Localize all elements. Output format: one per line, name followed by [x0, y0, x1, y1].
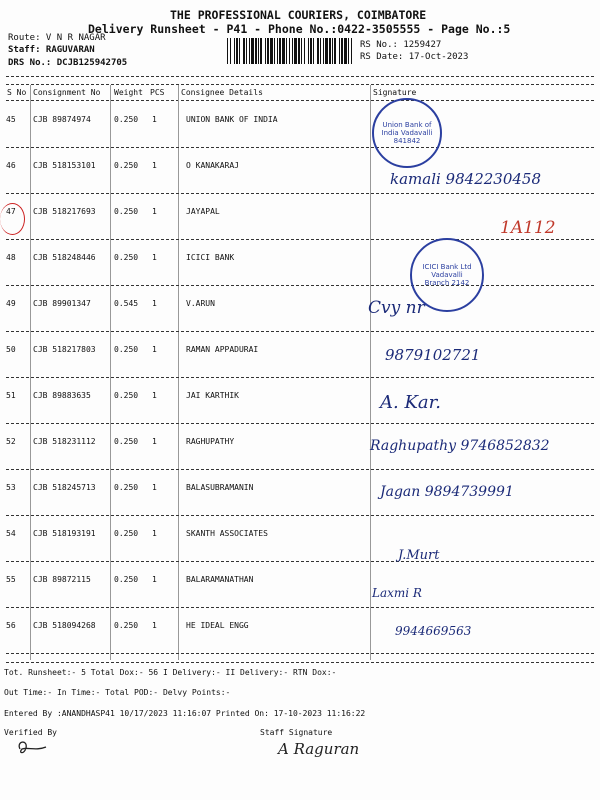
barcode-bar: [344, 38, 347, 64]
barcode-bar: [329, 38, 331, 64]
row-divider: [6, 423, 594, 424]
handwritten-signature: kamali 9842230458: [390, 170, 541, 188]
row-pcs: 1: [152, 253, 157, 262]
divider: [6, 84, 594, 85]
barcode-bar: [267, 38, 269, 64]
handwritten-signature: A. Kar.: [380, 392, 441, 413]
row-consignee: RAMAN APPADURAI: [186, 345, 259, 354]
row-weight: 0.250: [114, 115, 139, 124]
barcode-bar: [239, 38, 240, 64]
barcode-bar: [298, 38, 300, 64]
barcode-bar: [294, 38, 297, 64]
barcode-bar: [304, 38, 305, 64]
row-consignee: V.ARUN: [186, 299, 215, 308]
row-consignee: ICICI BANK: [186, 253, 235, 262]
barcode-bar: [265, 38, 266, 64]
row-weight: 0.250: [114, 161, 139, 170]
table-row: [0, 518, 600, 564]
row-sno: 53: [6, 483, 16, 492]
row-consignment: CJB 518217803: [33, 345, 96, 354]
row-consignee: RAGHUPATHY: [186, 437, 235, 446]
row-sno: 52: [6, 437, 16, 446]
row-pcs: 1: [152, 391, 157, 400]
barcode-bar: [325, 38, 328, 64]
row-divider: [6, 239, 594, 240]
row-consignment: CJB 518153101: [33, 161, 96, 170]
company-name: THE PROFESSIONAL COURIERS, COIMBATORE: [170, 8, 427, 22]
rs-date: RS Date: 17-Oct-2023: [360, 52, 469, 62]
row-consignment: CJB 518248446: [33, 253, 96, 262]
route-label: Route: V N R NAGAR: [8, 33, 106, 43]
barcode: [227, 38, 355, 64]
barcode-bar: [277, 38, 278, 64]
barcode-bar: [246, 38, 247, 64]
barcode-bar: [339, 38, 340, 64]
handwritten-signature: Raghupathy 9746852832: [370, 438, 550, 454]
row-sno: 48: [6, 253, 16, 262]
barcode-bar: [334, 38, 336, 64]
row-weight: 0.545: [114, 299, 139, 308]
handwritten-signature: J.Murt: [398, 548, 440, 563]
handwritten-signature: Cvy nr: [368, 298, 425, 318]
barcode-bar: [260, 38, 262, 64]
row-sno: 51: [6, 391, 16, 400]
row-divider: [6, 653, 594, 654]
rs-number: RS No.: 1259427: [360, 40, 442, 50]
drs-number: DRS No.: DCJB125942705: [8, 58, 128, 68]
stamp-text: Union Bank of India Vadavalli 841842: [381, 121, 433, 145]
row-consignment: CJB 518094268: [33, 621, 96, 630]
col-pcs: PCS: [150, 88, 165, 97]
row-consignee: UNION BANK OF INDIA: [186, 115, 278, 124]
barcode-bar: [310, 38, 312, 64]
barcode-bar: [289, 38, 290, 64]
barcode-bar: [270, 38, 273, 64]
col-signature: Signature: [373, 88, 417, 97]
barcode-bar: [274, 38, 275, 64]
row-consignment: CJB 518231112: [33, 437, 96, 446]
row-pcs: 1: [152, 345, 157, 354]
barcode-bar: [249, 38, 250, 64]
barcode-bar: [341, 38, 343, 64]
row-consignment: CJB 89874974: [33, 115, 91, 124]
barcode-bar: [348, 38, 349, 64]
handwritten-signature: 9879102721: [385, 346, 481, 364]
barcode-bar: [255, 38, 257, 64]
barcode-bar: [230, 38, 231, 64]
barcode-bar: [332, 38, 333, 64]
row-consignee: BALARAMANATHAN: [186, 575, 254, 584]
barcode-bar: [308, 38, 309, 64]
row-consignee: SKANTH ASSOCIATES: [186, 529, 268, 538]
row-consignee: JAI KARTHIK: [186, 391, 239, 400]
staff-signature-label: Staff Signature: [260, 728, 333, 737]
verified-by-label: Verified By: [4, 728, 57, 737]
handwritten-signature: 9944669563: [395, 624, 472, 638]
row-consignment: CJB 89872115: [33, 575, 91, 584]
row-consignment: CJB 518217693: [33, 207, 96, 216]
runsheet-title: Delivery Runsheet - P41 - Phone No.:0422-3505555 - Page No.:5: [88, 22, 511, 36]
row-sno: 45: [6, 115, 16, 124]
barcode-bar: [279, 38, 281, 64]
row-pcs: 1: [152, 621, 157, 630]
row-consignee: HE IDEAL ENGG: [186, 621, 249, 630]
barcode-bar: [301, 38, 302, 64]
row-divider: [6, 285, 594, 286]
row-weight: 0.250: [114, 345, 139, 354]
divider: [6, 662, 594, 663]
barcode-bar: [234, 38, 235, 64]
row-pcs: 1: [152, 529, 157, 538]
barcode-bar: [227, 38, 228, 64]
bank-stamp-icon: [372, 98, 442, 168]
table-row: [0, 334, 600, 380]
barcode-bar: [317, 38, 319, 64]
row-weight: 0.250: [114, 621, 139, 630]
row-sno: 56: [6, 621, 16, 630]
footer-entered: Entered By :ANANDHASP41 10/17/2023 11:16:07 Printed On: 17-10-2023 11:16:22: [4, 709, 366, 718]
row-divider: [6, 469, 594, 470]
row-consignment: CJB 89883635: [33, 391, 91, 400]
col-weight: Weight: [114, 88, 143, 97]
signature-scribble-icon: [14, 737, 48, 757]
row-consignee: O KANAKARAJ: [186, 161, 239, 170]
barcode-bar: [313, 38, 314, 64]
row-pcs: 1: [152, 299, 157, 308]
row-divider: [6, 331, 594, 332]
row-pcs: 1: [152, 483, 157, 492]
barcode-bar: [251, 38, 254, 64]
divider: [6, 100, 594, 101]
row-weight: 0.250: [114, 483, 139, 492]
row-consignee: BALASUBRAMANIN: [186, 483, 254, 492]
barcode-bar: [282, 38, 285, 64]
table-row: [0, 610, 600, 656]
row-pcs: 1: [152, 207, 157, 216]
row-sno: 50: [6, 345, 16, 354]
row-weight: 0.250: [114, 437, 139, 446]
row-pcs: 1: [152, 575, 157, 584]
row-pcs: 1: [152, 115, 157, 124]
col-consignment: Consignment No: [33, 88, 101, 97]
table-row: [0, 104, 600, 150]
barcode-bar: [323, 38, 324, 64]
handwritten-signature: Laxmi R: [372, 586, 422, 600]
handwritten-signature: Jagan 9894739991: [380, 484, 514, 500]
staff-signature: A Raguran: [278, 740, 360, 758]
row-consignment: CJB 89901347: [33, 299, 91, 308]
footer-totals: Tot. Runsheet:- 5 Total Dox:- 56 I Delivery:- II Delivery:- RTN Dox:-: [4, 668, 337, 677]
row-weight: 0.250: [114, 253, 139, 262]
row-divider: [6, 147, 594, 148]
red-circle-mark: [0, 203, 25, 235]
verified-signature-icon: [14, 737, 48, 757]
row-consignment: CJB 518245713: [33, 483, 96, 492]
barcode-bar: [292, 38, 293, 64]
row-consignment: CJB 518193191: [33, 529, 96, 538]
row-pcs: 1: [152, 161, 157, 170]
bank-stamp-icon: [410, 238, 484, 312]
barcode-bar: [351, 38, 352, 64]
row-sno: 55: [6, 575, 16, 584]
handwritten-signature: 1A112: [500, 218, 556, 238]
row-weight: 0.250: [114, 575, 139, 584]
row-divider: [6, 515, 594, 516]
barcode-bar: [236, 38, 238, 64]
table-row: [0, 288, 600, 334]
col-sno: S No: [7, 88, 27, 97]
row-sno: 49: [6, 299, 16, 308]
row-divider: [6, 561, 594, 562]
barcode-bar: [286, 38, 287, 64]
table-row: [0, 380, 600, 426]
col-consignee: Consignee Details: [181, 88, 263, 97]
stamp-text: ICICI Bank Ltd Vadavalli Branch 2142: [422, 263, 472, 287]
barcode-bar: [258, 38, 259, 64]
row-sno: 54: [6, 529, 16, 538]
divider: [6, 76, 594, 77]
row-weight: 0.250: [114, 391, 139, 400]
table-row: [0, 564, 600, 610]
row-pcs: 1: [152, 437, 157, 446]
row-sno: 47: [6, 207, 16, 216]
row-sno: 46: [6, 161, 16, 170]
barcode-bar: [243, 38, 245, 64]
staff-label: Staff: RAGUVARAN: [8, 45, 95, 55]
row-weight: 0.250: [114, 207, 139, 216]
barcode-bar: [320, 38, 321, 64]
row-consignee: JAYAPAL: [186, 207, 220, 216]
table-row: [0, 242, 600, 288]
row-weight: 0.250: [114, 529, 139, 538]
row-divider: [6, 607, 594, 608]
barcode-graphic: [227, 38, 355, 64]
row-divider: [6, 377, 594, 378]
footer-times: Out Time:- In Time:- Total POD:- Delvy Points:-: [4, 688, 231, 697]
row-divider: [6, 193, 594, 194]
